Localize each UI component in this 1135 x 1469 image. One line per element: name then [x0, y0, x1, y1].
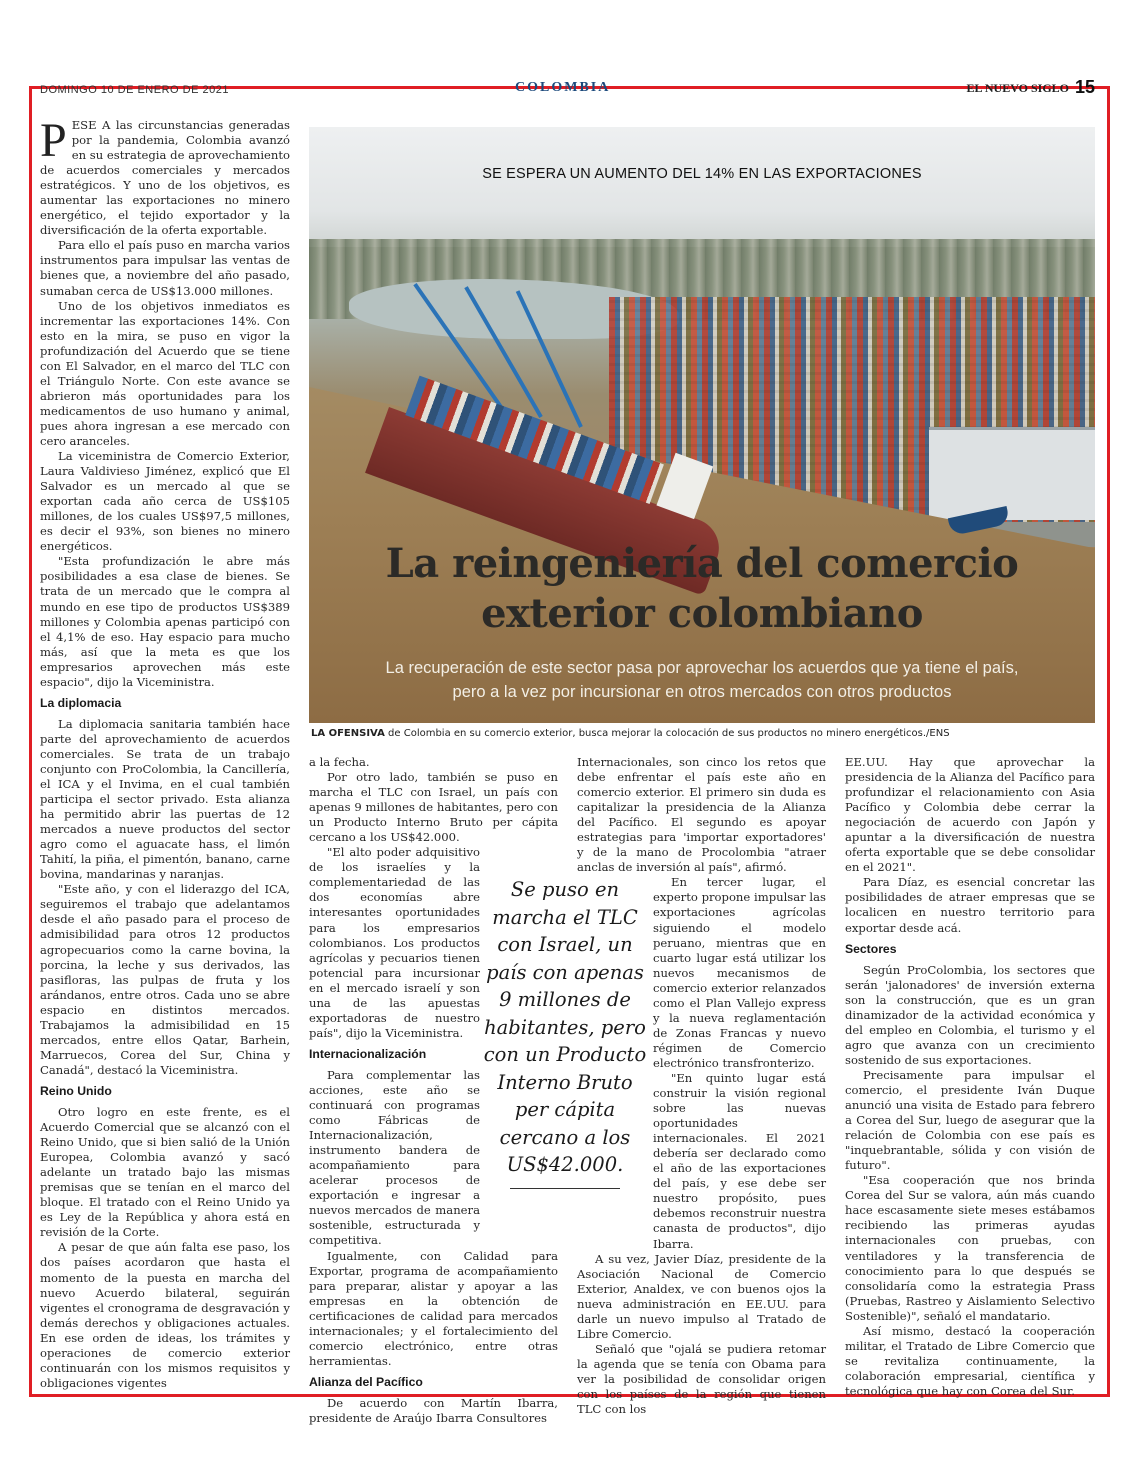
paragraph: Para Díaz, es esencial concretar las posibilidades de atraer empresas que se localicen en nuestro territorio para exportar desde acá.: [845, 875, 1095, 935]
paragraph: A su vez, Javier Díaz, presidente de la Asociación Nacional de Comercio Exterior, Analdex, ve con buenos ojos la nueva administración en EE.UU. para darle un nuevo impulso al Tratado de Libre Comercio.: [577, 1251, 826, 1341]
photo-caption: [311, 728, 1091, 739]
caption-lead: LA OFENSIVA: [311, 728, 385, 739]
photo-sky: [309, 127, 1095, 247]
lead-text: ESE A las circunstancias generadas por la pandemia, Colombia avanzó en su estrategia de aprovechamiento de acuerdos comerciales y mercados estratégicos. Y uno de los objetivos, es aumentar las exportaciones no minero energético, el tejido exportador y la diversificación de la oferta exportable.: [40, 118, 290, 238]
paragraph: Así mismo, destacó la cooperación militar, el Tratado de Libre Comercio que se revitaliza continuamente, la colaboración empresarial, científica y tecnológica que hay con Corea del Sur.: [845, 1323, 1095, 1398]
paragraph: "Esta profundización le abre más posibilidades a esa clase de bienes. Se trata de un mercado que le compra al mundo en ese tipo de productos US$389 millones y Colombia apenas participó con el 4,1% de eso. Hay espacio para mucho más, así que la meta es que los empresarios aprovechen más este espacio", dijo la Viceministra.: [40, 554, 290, 689]
caption-text: de Colombia en su comercio exterior, busca mejorar la colocación de sus productos no minero energéticos./ENS: [384, 728, 950, 739]
headline: [309, 539, 1095, 639]
paragraph: Según ProColombia, los sectores que serán 'jalonadores' de inversión externa son la construcción, que es un gran dinamizador de la actividad económica y del empleo en Colombia, el turismo y el agro que avanza con un crecimiento sostenido de sus exportaciones.: [845, 962, 1095, 1067]
photo-warehouse: [929, 427, 1095, 520]
paragraph: "Esa cooperación que nos brinda Corea del Sur se valora, aún más cuando hace escasamente siete meses estábamos recibiendo las primeras ayudas internacionales con pruebas, con ventiladores y la transferencia de conocimiento para lo que después se consolidaría como la estrategia Prass (Pruebas, Rastreo y Aislamiento Selectivo Sostenible)", señaló el mandatario.: [845, 1173, 1095, 1323]
subhead-sectores: Sectores: [845, 941, 897, 956]
article-column-4: [845, 755, 1095, 1399]
page-header: [40, 77, 1095, 98]
headline-line-2: exterior colombiano: [481, 590, 923, 637]
subhead-reino-unido: Reino Unido: [40, 1083, 112, 1098]
paragraph: Uno de los objetivos inmediatos es incrementar las exportaciones 14%. Con esto en la mira, se puso en vigor la profundización del Acuerdo que se tiene con El Salvador, en el marco del TLC con el Triángulo Norte. Con este avance se abrieron más oportunidades para los medicamentos de uso humano y animal, pues ahora ingresan a ese mercado con cero aranceles.: [40, 298, 290, 448]
subhead-internacionalizacion: Internacionalización: [309, 1046, 427, 1061]
article-column-1: [40, 114, 290, 1391]
subhead-diplomacia: La diplomacia: [40, 695, 122, 710]
paragraph: Internacionales, son cinco los retos que debe enfrentar el país este año en comercio exterior. El primero sin duda es capitalizar la presidencia de la Alianza del Pacífico. El segundo es apoyar estrategias para 'importar exportadores' y de la mano de Procolombia "atraer anclas de inversión al país", afirmó.: [577, 755, 826, 875]
pull-quote: Se puso en marcha el TLC con Israel, un país con apenas 9 millones de habitantes, pero con un Producto Interno Bruto per cápita cercano a los US$42.000.: [480, 876, 650, 1185]
kicker: SE ESPERA UN AUMENTO DEL 14% EN LAS EXPORTACIONES: [482, 166, 922, 182]
paragraph: De acuerdo con Martín Ibarra, presidente de Araújo Ibarra Consultores: [309, 1395, 558, 1425]
paragraph: Por otro lado, también se puso en marcha el TLC con Israel, un país con apenas 9 millones de habitantes, pero con un Producto Interno Bruto per cápita cercano a los US$42.000.: [309, 770, 558, 845]
paragraph: a la fecha.: [309, 755, 370, 769]
issue-date: DOMINGO 10 DE ENERO DE 2021: [40, 84, 229, 96]
newspaper-name: EL NUEVO SIGLO: [966, 81, 1069, 95]
paragraph: La viceministra de Comercio Exterior, Laura Valdivieso Jiménez, explicó que El Salvador es un mercado al que se exportan cada año cerca de US$105 millones, de los cuales US$97,5 millones, es decir el 93%, son bienes no minero energéticos.: [40, 449, 290, 554]
paragraph: En tercer lugar, el experto propone impulsar las exportaciones agrícolas siguiendo el modelo peruano, mientras que en cuarto lugar está utilizar los nuevos mecanismos de comercio exterior relanzados como el Plan Vallejo express y la nueva reglamentación de Zonas Francas y nuevo régimen de Comercio electrónico transfronterizo.: [653, 875, 826, 1070]
lead-paragraph: [40, 114, 290, 238]
paragraph: Otro logro en este frente, es el Acuerdo Comercial que se alcanzó con el Reino Unido, que si bien salió de la Unión Europea, Colombia avanzó y sacó adelante un tratado bajo las mismas premisas que se tenían en el marco del bloque. El tratado con el Reino Unido ya es Ley de la República y ahora está en revisión de la Corte.: [40, 1105, 290, 1240]
deck-line-1: La recuperación de este sector pasa por aprovechar los acuerdos que ya tiene el país,: [385, 659, 1019, 677]
paragraph: Para ello el país puso en marcha varios instrumentos para impulsar las ventas de bienes que, a noviembre del año pasado, sumaban cerca de US$13.000 millones.: [40, 238, 290, 298]
subhead-alianza-pacifico: Alianza del Pacífico: [309, 1374, 423, 1389]
paragraph: La diplomacia sanitaria también hace parte del aprovechamiento de acuerdos comerciales. Se trata de un trabajo conjunto con ProColombia, la Cancillería, el ICA y el Invima, en el cual también participa el sector privado. Esta alianza ha permitido abrir las puertas de 12 mercados a nueve productos del sector agro como el aguacate hass, el limón Tahití, la piña, el pimentón, banano, carne bovina, mandarinas y naranjas.: [40, 716, 290, 882]
paragraph: Precisamente para impulsar el comercio, el presidente Iván Duque anunció una visita de Estado para febrero a Corea del Sur, luego de asegurar que la relación de Colombia con ese país es "inquebrantable, sólida y con visión de futuro".: [845, 1067, 1095, 1173]
paragraph: Igualmente, con Calidad para Exportar, programa de acompañamiento para preparar, alistar y apoyar a las empresas en la obtención de certificaciones de calidad para mercados internacionales; y el fortalecimiento del comercio electrónico, entre otras herramientas.: [309, 1248, 558, 1368]
paragraph: EE.UU. Hay que aprovechar la presidencia de la Alianza del Pacífico para profundizar el relacionamiento con Asia Pacífico y Colombia debe cerrar la negociación de acuerdo con Japón y apuntar a la diversificación de nuestra oferta exportable que se debe consolidar en el 2021".: [845, 755, 1095, 875]
paragraph: "Este año, y con el liderazgo del ICA, seguiremos el trabajo que adelantamos desde el año pasado para el proceso de admisibilidad para otros 12 productos agropecuarios como la carne bovina, la porcina, la leche y sus derivados, las pasifloras, las pulpas de fruta y los arándanos, entre otros. Cada uno se abre espacio en distintos mercados. Trabajamos la admisibilidad en 15 mercados, entre ellos Qatar, Barhein, Marruecos, Corea del Sur, China y Canadá", destacó la Viceministra.: [40, 882, 290, 1077]
deck-line-2: pero a la vez por incursionar en otros mercados con otros productos: [452, 683, 952, 701]
section-name: COLOMBIA: [515, 80, 611, 95]
paragraph: Para complementar las acciones, este año se continuará con programas como Fábricas de Internacionalización, instrumento bandera de acompañamiento para acelerar procesos de exportación e ingresar a nuevos mercados de manera sostenible, estructurada y competitiva.: [309, 1067, 480, 1248]
port-photo: [309, 127, 1095, 723]
drop-cap: P: [40, 114, 67, 167]
paragraph: "En quinto lugar está construir la visión regional sobre las nuevas oportunidades internacionales. El 2021 debería ser declarado como el año de las exportaciones del país, y ese debe ser nuestro propósito, pues debemos reconstruir nuestra canasta de productos", dijo Ibarra.: [653, 1070, 826, 1251]
paragraph: "El alto poder adquisitivo de los israelíes y la complementariedad de las dos economías abre interesantes oportunidades para los empresarios colombianos. Los productos agrícolas y pecuarios tienen potencial para incursionar en el mercado israelí y son una de las apuestas exportadoras de nuestro país", dijo la Viceministra.: [309, 845, 480, 1040]
paragraph: A pesar de que aún falta ese paso, los dos países acordaron que hasta el momento de la puesta en marcha del nuevo Acuerdo bilateral, seguirán vigentes el cronograma de desgravación y demás derechos y obligaciones actuales. En ese orden de ideas, los trámites y operaciones de comercio exterior continuarán con los mismos requisitos y obligaciones vigentes: [40, 1240, 290, 1390]
page-number: 15: [1074, 77, 1095, 97]
paragraph: Señaló que "ojalá se pudiera retomar la agenda que se tenía con Obama para ver la posibilidad de consolidar origen con los países de la región que tienen TLC con los: [577, 1341, 826, 1417]
headline-line-1: La reingeniería del comercio: [385, 540, 1019, 587]
deck: [319, 656, 1085, 704]
